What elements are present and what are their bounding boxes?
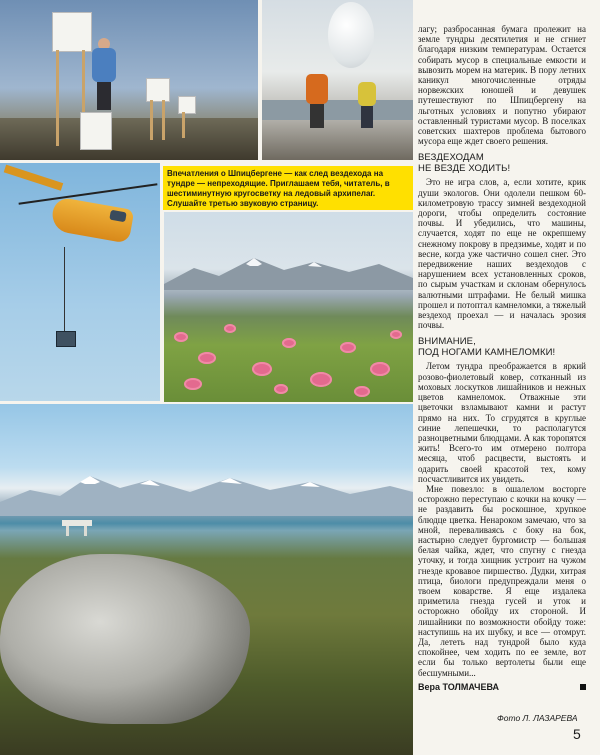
photo-credit: Фото Л. ЛАЗАРЕВА [497,713,578,723]
article-text-column [418,24,586,692]
section-heading-kamnelomki-line2: ПОД НОГАМИ КАМНЕЛОМКИ! [418,346,556,358]
section-vezdehody-paragraph: Это не игра слов, а, если хотите, крик души экологов. Они одолели пешком 60-километровую трассу зимней вездеходной дороги, чтобы определить состояние почвы. И убедились, что машины, случается, ходят по еще не окрепшему снежному покрову в предзимье, ходят и по весне, когда уже частично сошел снег. Это передвижение наших вездеходов с нарушением всех установленных сроков, по сырым участкам и склонам обернулось валютными штрафами. Не белый мишка прошел и потоптал камнеломки, а тяжелый вездеход проехал — и началась эрозия почвы. [418,177,586,331]
section-heading-kamnelomki [418,337,586,358]
photo-caption-text: Впечатления о Шпицбергене — как след вездехода на тундре — непреходящие. Приглашаем тебя, читатель, в шестиминутную кругосветку на ледовый архипелаг. Слушайте третью звуковую страницу. [167,169,390,208]
end-of-article-mark [580,684,586,690]
photo-balloon-launch [262,0,413,160]
photo-tundra-landscape [0,404,413,755]
author-signature [418,682,586,692]
page-number: 5 [573,726,581,742]
photo-saxifrage-flowers [164,212,413,402]
photo-helicopter [0,163,160,401]
section-heading-vezdehody-line2: НЕ ВЕЗДЕ ХОДИТЬ! [418,162,511,174]
photo-caption-box [163,166,413,210]
section-heading-vezdehody-line1: ВЕЗДЕХОДАМ [418,152,484,164]
section-kamnelomki-paragraph-2: Мне повезло: в ошалелом восторге осторожно переступаю с кочки на кочку — не раздавить бы роскошное, хрупкое блюдце цветка. Ненароком замечаю, что за мной, переваливаясь с боку на бок, настырно следует бургомистр — большая белая чайка, ждет, что спугну с гнезда уточку, и тогда хищник устроит на чужом гнезде кровавое пиршество. Дудки, хитрая птица, биологи предупреждали меня о твоем коварстве. Я еще издалека приметила гнезда гусей и уток и осторожно обойду их стороной. И лишайники по возможности обойду тоже: наступишь на их шубку, и все — отомрут. Да, лететь над тундрой было куда спокойнее, чем ходить по ее земле, вот если бы только вертолеты были еще бесшумными... [418,483,586,678]
section-kamnelomki-paragraph-1: Летом тундра преображается в яркий розово-фиолетовый ковер, сотканный из моховых лоскутков лишайников и нежных цветов камнеломок. Отважные эти цветочки взламывают камни и растут прямо на них. То сгрудятся в круглые синие лепешечки, то располагутся разноцветными блюдцами. А как торопятся жить! Всего-то им отмерено полтора месяца, чтоб расцвести, выстоять и одарить своей красотой тех, кому посчастливится их увидеть. [418,361,586,484]
section-heading-kamnelomki-line1: ВНИМАНИЕ, [418,336,476,348]
article-intro-paragraph: лагу; разбросанная бумага пролежит на земле тундры десятилетия и не сгниет благодаря низким температурам. Остается собирать мусор в специальные емкости и вывозить морем на материк. В пору летних каникул многочисленные отряды норвежских юношей и девушек путешествуют по Шпицбергену на льготных условиях и попутно убирают оставленный туристами мусор. В поселках советских шахтеров проблема бытового мусора еще ждет своего решения. [418,24,586,147]
section-heading-vezdehody [418,153,586,174]
author-name: Вера ТОЛМАЧЕВА [418,681,500,692]
photo-weather-station [0,0,258,160]
